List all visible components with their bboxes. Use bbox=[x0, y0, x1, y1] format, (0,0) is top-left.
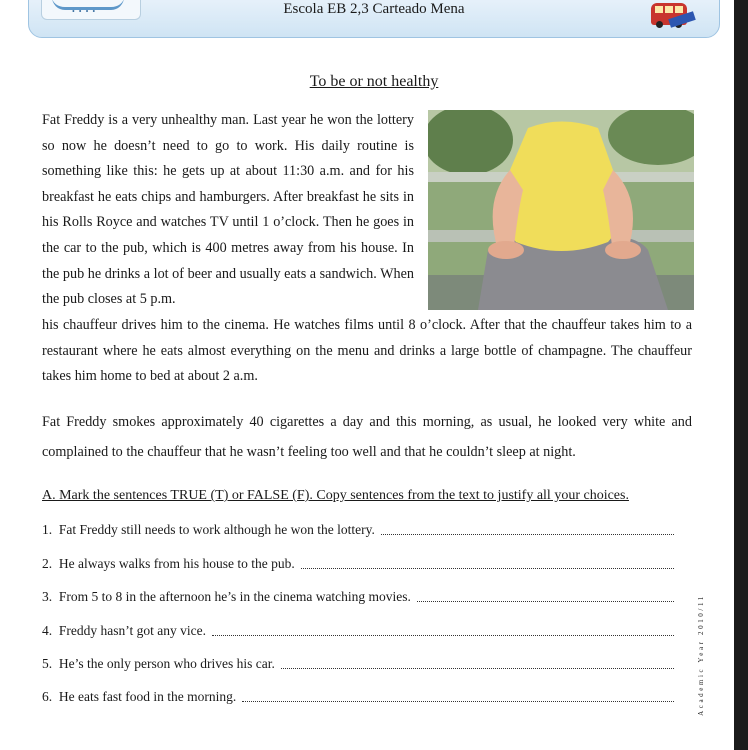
academic-year-label: Academic Year 2010/11 bbox=[697, 594, 705, 716]
school-header bbox=[28, 0, 720, 38]
reading-paragraph-1-continued: his chauffeur drives him to the cinema. He watches films until 8 o’clock. After that the chauffeur takes him to a restaurant where he eats almost everything on the menu and drinks a large bottle of champagne. The chauffeur takes him home to bed at about 2 a.m. bbox=[42, 317, 692, 385]
exercise-item: 1. Fat Freddy still needs to work although he won the lottery. bbox=[42, 520, 674, 538]
exercise-item: 3. From 5 to 8 in the afternoon he’s in the cinema watching movies. bbox=[42, 587, 674, 605]
school-logo: • • • • bbox=[41, 0, 141, 20]
exercise-item: 2. He always walks from his house to the pub. bbox=[42, 554, 674, 572]
exercise-item: 6. He eats fast food in the morning. bbox=[42, 687, 674, 705]
exercise-heading: A. Mark the sentences TRUE (T) or FALSE (F). Copy sentences from the text to justify all your choices. bbox=[42, 488, 629, 503]
exercise-item: 4. Freddy hasn’t got any vice. bbox=[42, 621, 674, 639]
reading-paragraph-1: Fat Freddy is a very unhealthy man. Last year he won the lottery so now he doesn’t need to go to work. His daily routine is something like this: he gets up at about 11:30 a.m. and for his breakfast he eats chips and hamburgers. After breakfast he sits in his Rolls Royce and watches TV until 1 o’clock. Then he goes in the car to the pub, which is 400 metres away from his house. In the pub he drinks a lot of beer and usually eats a sandwich. When the pub closes at 5 p.m. bbox=[42, 112, 414, 308]
photo-overweight-man bbox=[428, 110, 694, 310]
answer-line[interactable] bbox=[242, 698, 674, 702]
answer-line[interactable] bbox=[212, 632, 674, 636]
school-bus-logo bbox=[645, 0, 695, 31]
worksheet-title: To be or not healthy bbox=[309, 73, 439, 90]
reading-paragraph-2: Fat Freddy smokes approximately 40 cigarettes a day and this morning, as usual, he looked very white and complained to the chauffeur that he wasn’t feeling too well and that he couldn’t sleep at night. bbox=[42, 414, 692, 460]
answer-line[interactable] bbox=[381, 531, 674, 535]
answer-line[interactable] bbox=[281, 665, 674, 669]
school-name: Escola EB 2,3 Carteado Mena bbox=[283, 1, 465, 17]
answer-line[interactable] bbox=[301, 565, 674, 569]
answer-line[interactable] bbox=[417, 598, 674, 602]
exercise-item: 5. He’s the only person who drives his car. bbox=[42, 654, 674, 672]
